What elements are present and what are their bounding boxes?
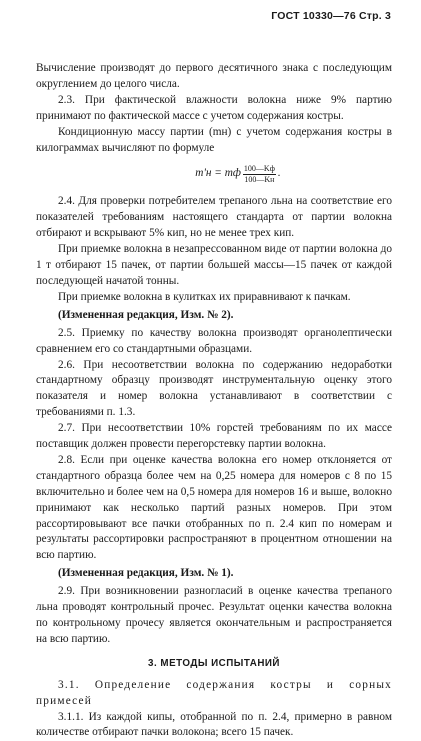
paragraph: 2.6. При несоответствии волокна по содержанию недоработки стандартному образцу производят инструментальную оценку этого показателя и номер волокна устанавливают в соответствии с требованиями п. 1.3. (36, 358, 392, 419)
section-title: 3. МЕТОДЫ ИСПЫТАНИЙ (148, 657, 280, 669)
paragraph: 2.9. При возникновении разногласий в оценке качества трепаного льна проводят контрольный прочес. Результат оценки качества волокна по контрольному прочесу является окончательным и распространяется на всю партию. (36, 585, 392, 645)
paragraph: 2.3. При фактической влажности волокна ниже 9% партию принимают по фактической массе с учетом содержания костры. (36, 93, 392, 122)
paragraph: 2.4. Для проверки потребителем трепаного льна на соответствие его показателей требованиям настоящего стандарта от партии волокна отбирают и вскрывают 5% кип, но не менее трех кип. (36, 195, 392, 240)
revision-note: (Измененная редакция, Изм. № 1). (58, 567, 234, 580)
paragraph: 2.7. При несоответствии 10% горстей требованиям по их массе поставщик должен провести перегорстевку партии волокна. (36, 422, 392, 451)
paragraph: Вычисление производят до первого десятичного знака с последующим округлением до целого числа. (36, 62, 392, 90)
paragraph: При приемке волокна в незапрессованном виде от партии волокна до 1 т отбирают 15 пачек, от партии большей массы—15 пачек от каждой последующей начатой тонны. (36, 243, 392, 287)
paragraph: 3.1.1. Из каждой кипы, отобранной по п. 2.4, примерно в равном количестве отбирают пачки волокона; всего 15 пачек. (36, 710, 392, 739)
subsection-title: 3.1. Определение содержания костры и сорных примесей (36, 678, 392, 707)
page-header: ГОСТ 10330—76 Стр. 3 (271, 10, 391, 22)
paragraph: 2.5. Приемку по качеству волокна производят органолептически сравнением его со стандартными образцами. (36, 326, 392, 355)
formula-fraction (243, 164, 276, 185)
document-body (36, 61, 392, 741)
formula-denominator: 100—Kн (244, 174, 275, 184)
paragraph: 2.8. Если при оценке качества волокна его номер отклоняется от стандартного образца более чем на 0,25 номера для номеров с 8 по 15 включительно и более чем на 0,5 номера для номеров 16 и выше, волокно принимают как несколько партий разных номеров. При этом рассортировывают все пачки отобранных по п. 2.4 кип по номерам и результаты рассортировки распространяют в процентном отношении на всю партию. (36, 453, 392, 562)
formula-numerator: 100—Kф (243, 163, 275, 173)
paragraph: При приемке волокна в кулитках их приравнивают к пачкам. (58, 290, 351, 303)
paragraph: Кондиционную массу партии (mн) с учетом содержания костры в килограммах вычисляют по формуле (36, 125, 392, 154)
formula-lhs: m'н = mф (195, 167, 241, 180)
formula-end: . (277, 167, 281, 180)
formula (84, 159, 392, 189)
revision-note: (Измененная редакция, Изм. № 2). (58, 308, 234, 321)
